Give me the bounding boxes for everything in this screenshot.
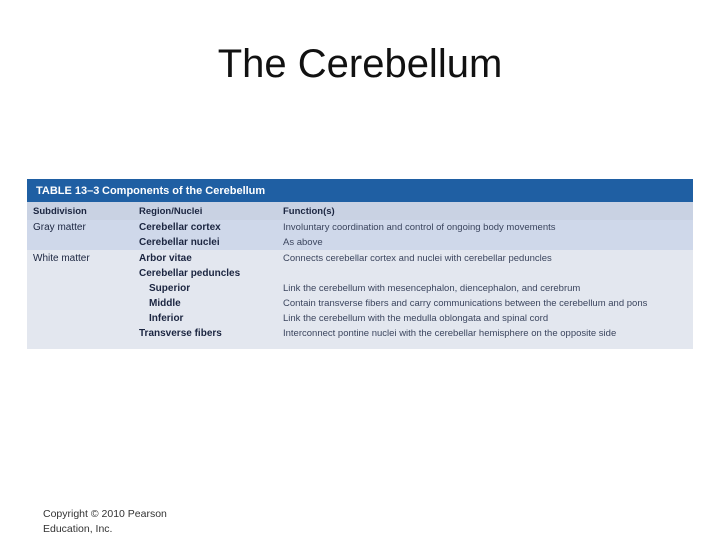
cell-function: Connects cerebellar cortex and nuclei with cerebellar peduncles [283, 253, 552, 264]
cell-function: Involuntary coordination and control of ongoing body movements [283, 222, 556, 233]
cell-subdivision: Gray matter [33, 222, 86, 233]
header-subdivision: Subdivision [33, 205, 87, 217]
cell-function: Link the cerebellum with the medulla oblongata and spinal cord [283, 313, 549, 324]
table-row [27, 266, 693, 281]
header-function: Function(s) [283, 205, 335, 217]
cell-region: Inferior [149, 313, 184, 324]
cell-function: Link the cerebellum with mesencephalon, diencephalon, and cerebrum [283, 283, 581, 294]
cell-region: Transverse fibers [139, 328, 222, 339]
table-caption [27, 179, 693, 202]
cell-function: Interconnect pontine nuclei with the cerebellar hemisphere on the opposite side [283, 328, 617, 339]
table-number: TABLE 13–3 [36, 184, 100, 197]
table-row [27, 326, 693, 341]
cell-region: Cerebellar nuclei [139, 237, 220, 248]
table-row [27, 235, 693, 250]
cell-region: Arbor vitae [139, 253, 192, 264]
cell-region: Superior [149, 283, 191, 294]
table-caption-text: Components of the Cerebellum [102, 184, 266, 197]
table-header [27, 202, 693, 220]
header-region: Region/Nuclei [139, 205, 203, 217]
cell-region: Cerebellar peduncles [139, 268, 241, 279]
components-table [27, 179, 693, 349]
table-row [27, 220, 693, 235]
cell-function: Contain transverse fibers and carry communications between the cerebellum and pons [283, 298, 648, 309]
table-row [27, 296, 693, 311]
table-row [27, 281, 693, 296]
cell-region: Middle [149, 298, 181, 309]
cell-subdivision: White matter [33, 253, 90, 264]
table-row [27, 311, 693, 326]
cell-function: As above [283, 237, 323, 248]
page-title: The Cerebellum [217, 42, 503, 86]
cell-region: Cerebellar cortex [139, 222, 221, 233]
copyright-notice: Copyright © 2010 Pearson Education, Inc. [43, 508, 167, 535]
table-row [27, 251, 693, 266]
